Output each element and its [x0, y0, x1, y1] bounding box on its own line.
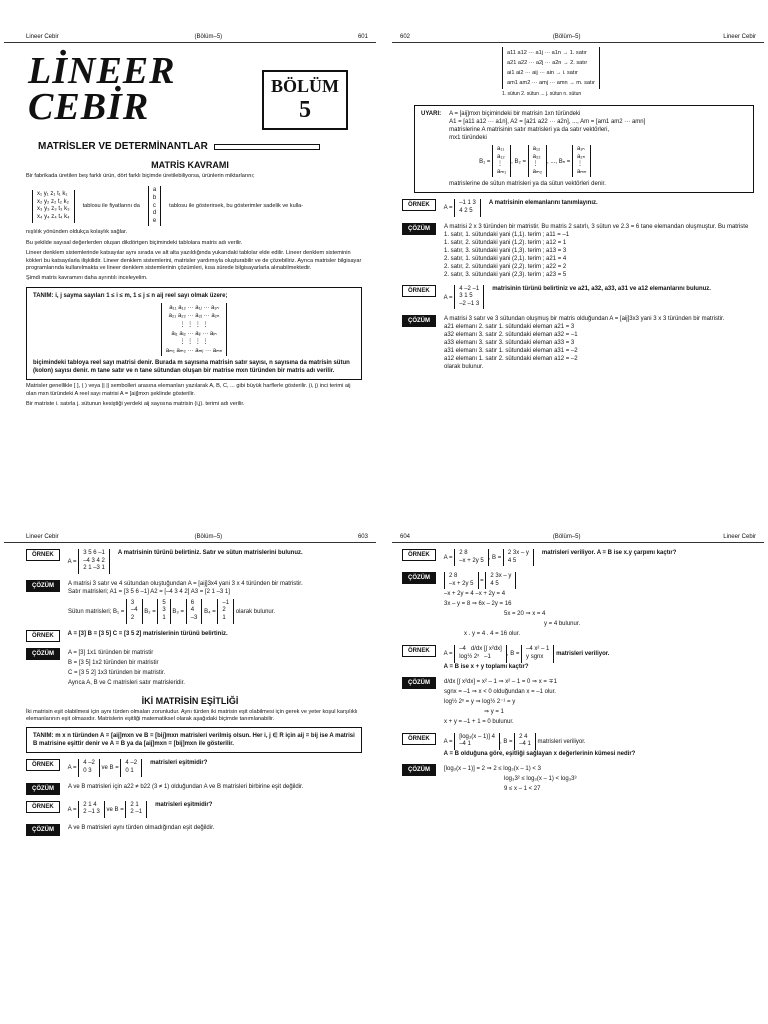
example-label: ÖRNEK: [402, 549, 436, 561]
solution-text: A matrisi 2 x 3 türünden bir matristir. Bu matris 2 satırlı, 3 sütun ve 2.3 = 6 tane elemandan oluşmuştur. Bu matriste: [444, 223, 749, 230]
example-question: matrisleri eşitmidir?: [150, 760, 208, 767]
table-text-a: tablosu ile fiyatlarını da: [82, 203, 140, 210]
solution-line: d/dx [∫ x²dx] = x² – 1 ⇒ x² – 1 = 0 ⇒ x = ∓1: [444, 678, 557, 685]
solution-label: ÇÖZÜM: [26, 824, 60, 836]
page-602: [392, 12, 764, 512]
solution-2: [402, 315, 756, 371]
page-604: [392, 512, 764, 1012]
solution-text: A ve B matrisleri aynı türden olmadığından eşit değildir.: [68, 824, 215, 831]
definition-box: TANIM: m x n türünden A = [aij]mxn ve B = [bij]mxn matrisleri verilmiş olsun. Her i, j ∈ R için aij = bij ise A matrisi B matrisine eşittir denir ve A = B ya da [aij]mxn = [bij]mxn ile gösterilir.: [26, 727, 362, 753]
solution-line: 2. satır, 3. sütundaki yani (2,3). terim ; a23 = 5: [444, 271, 567, 278]
example-1: ÖRNEK A = –1 1 3 4 2 5 A matrisinin elemanlarını tanımlayınız.: [402, 199, 756, 216]
example-question: matrisleri veriliyor.: [556, 651, 610, 658]
header-right: 601: [357, 34, 368, 40]
header-mid: (Bölüm–5): [194, 534, 223, 540]
example-2: ÖRNEK A = –4 d/dx [∫ x²dx] log½ 2ˣ –1 , B = –4 x² – 1 y sgnx matrisleri veriliyor. A = B ise x + y toplamı kaçtır?: [402, 645, 756, 670]
page-header: [392, 512, 764, 543]
solution-label: ÇÖZÜM: [402, 677, 436, 689]
example-question: matrisleri veriliyor. A = B ise x.y çarpımı kaçtır?: [541, 550, 677, 556]
warning-line: A1 = [a11 a12 ··· a1n], A2 = [a21 a22 ··· a2n], ..., Am = [am1 am2 ··· amn]: [449, 119, 646, 125]
chapter-badge: [262, 70, 348, 130]
solution-line: 2. satır, 1. sütundaki yani (2,1). terim ; a21 = 4: [444, 255, 567, 262]
header-left: 602: [400, 34, 411, 40]
solution-line: –x + 2y = 4 –x + 2y = 4: [444, 591, 506, 598]
example-question: matrisleri veriliyor.: [537, 738, 586, 745]
header-left: Lineer Cebir: [26, 534, 59, 540]
solution-line: C = [3 5 2] 1x3 türünden bir matristir.: [68, 669, 166, 676]
example-1: ÖRNEK A = 3 5 6 –1 –4 3 4 2 2 1 –3 1 A matrisinin türünü belirtiniz. Satır ve sütun matrislerini bulunuz.: [26, 549, 368, 574]
definition-head: TANIM: i, j sayma sayıları 1 ≤ i ≤ m, 1 ≤ j ≤ n aij reel sayı olmak üzere;: [33, 292, 228, 299]
example-label: ÖRNEK: [402, 285, 436, 297]
matrix-structure-diagram: [502, 47, 764, 97]
definition-box: [26, 287, 362, 381]
solution-line: a31 elemanı 3. satır 1. sütundaki eleman a31 = –2: [444, 348, 578, 355]
diagram-row: am1 am2 ··· amj ··· amn → m. satır: [507, 80, 595, 86]
example-question: matrisinin türünü belirtiniz ve a21, a32, a33, a31 ve a12 elemanlarını bulunuz.: [492, 285, 711, 292]
intro-paragraph: Bir fabrikada üretilen beş farklı ürün, dört farklı biçimde üretilebiliyorsa, ürünlerin miktarlarını;: [26, 173, 255, 179]
example-label: ÖRNEK: [402, 645, 436, 657]
header-mid: (Bölüm–5): [552, 34, 581, 40]
solution-line: 5x = 20 ⇒ x = 4: [504, 611, 546, 618]
header-left: 604: [400, 534, 411, 540]
section-heading: [38, 141, 376, 152]
solution-1: ÇÖZÜM 2 8 –x + 2y 5 = 2 3x – y 4 5 –x + 2y = 4 –x + 2y = 4 3x – y = 8 ⇒ 6x – 2y = 16 5x = 20 ⇒ x = 4 y = 4 bulunur. x . y = 4 . 4 = 16 olur.: [402, 572, 756, 639]
solution-line: x + y = –1 + 1 = 0 bulunur.: [444, 718, 514, 725]
solution-line: log₃3² ≤ log₃(x – 1) < log₃3³: [504, 775, 577, 782]
header-right: 603: [357, 534, 368, 540]
paragraph-now: Şimdi matris kavramını daha ayrıntılı inceleyelim.: [26, 275, 148, 282]
diagram-row: a21 a22 ··· a2j ··· a2n → 2. satır: [507, 60, 588, 66]
solution-label: ÇÖZÜM: [26, 580, 60, 592]
solution-3: [402, 764, 756, 794]
warning-content: [449, 110, 645, 188]
solution-2: [26, 648, 368, 688]
title-line-2: CEBİR: [28, 86, 150, 128]
solution-label: ÇÖZÜM: [402, 572, 436, 584]
general-matrix: a₁₁ a₁₂ ··· a₁ⱼ ··· a₁ₙ a₂₁ a₂₂ ··· a₂ⱼ ··· a₂ₙ ⋮ ⋮ ⋮ ⋮ aᵢ₁ aᵢ₂ ··· aᵢⱼ ··· aᵢₙ ⋮ ⋮ ⋮ ⋮ aₘ₁ aₘ₂ ··· aₘⱼ ··· aₘₙ: [33, 303, 355, 357]
solution-line: Satır matrisleri; A1 = [3 5 6 –1] A2 = [–4 3 4 2] A3 = [2 1 –3 1]: [68, 588, 230, 595]
diagram-row: a11 a12 ··· a1j ··· a1n → 1. satır: [507, 50, 587, 56]
solution-line: a21 elemanı 2. satır 1. sütundaki eleman a21 = 3: [444, 324, 575, 331]
solution-label: ÇÖZÜM: [402, 315, 436, 327]
example-question: A matrisinin elemanlarını tanımlayınız.: [488, 200, 598, 207]
warning-line: matrislerine A matrisinin satır matrisleri ya da satır vektörleri,: [449, 127, 610, 133]
chapter-badge-number: 5: [299, 97, 311, 123]
chapter-badge-label: BÖLÜM: [270, 76, 339, 96]
example-question: A matrisinin türünü belirtiniz. Satır ve sütun matrislerini bulunuz.: [117, 550, 303, 556]
page-601: [4, 12, 376, 512]
page-header: [4, 12, 376, 43]
solution-line: a12 elemanı 1. satır 2. sütundaki eleman a12 = –2: [444, 356, 578, 363]
diagram-row: ai1 ai2 ··· aij ··· ain → i. satır: [507, 70, 578, 76]
equality-paragraph: İki matrisin eşit olabilmesi için aynı türden olmaları zorunludur. Aynı türden iki matrisin eşit olabilmesi için gerek ve yeter koşul karşılıklı elemanlarının eşit olmasıdır. Matrislerin eşitliği matematiksel olarak aşağıdaki biçimde tanımlanabilir.: [26, 708, 358, 722]
solution-line: B = [3 5] 1x2 türünden bir matristir: [68, 659, 159, 666]
solution-line: sgnx = –1 ⇒ x < 0 olduğundan x = –1 olur.: [444, 688, 556, 695]
table-example: [32, 186, 368, 226]
table-text-b: tablosu ile gösterirsek, bu gösterimler sadelik ve kulla-: [169, 203, 304, 210]
solution-line: ⇒ y = 1: [484, 708, 504, 715]
solution-line: x . y = 4 . 4 = 16 olur.: [464, 631, 521, 638]
solution-line: 2. satır, 2. sütundaki yani (2,2). terim ; a22 = 2: [444, 263, 567, 270]
title-line-1: LİNEER: [28, 50, 176, 92]
solution-line: 1. satır, 3. sütundaki yani (1,3). terim ; a13 = 3: [444, 247, 567, 254]
solution-line: [log₃(x – 1)] = 2 ⇒ 2 ≤ log₃(x – 1) < 3: [444, 765, 541, 772]
diagram-columns: 1. sütun 2. sütun ... j. sütun n. sütun: [502, 91, 582, 97]
page-header: [392, 12, 764, 43]
solution-label: ÇÖZÜM: [402, 223, 436, 235]
header-right: Lineer Cebir: [723, 34, 756, 40]
warning-label: UYARI:: [421, 111, 442, 117]
example-label: ÖRNEK: [402, 733, 436, 745]
price-matrix: a b c d e: [148, 186, 161, 226]
example-label: ÖRNEK: [26, 549, 60, 561]
solution-line: 1. satır, 1. sütundaki yani (1,1). terim ; a11 = –1: [444, 231, 570, 238]
solution-line: a32 elemanı 3. satır 2. sütundaki eleman a32 = –1: [444, 332, 578, 339]
solution-line: a33 elemanı 3. satır 3. sütundaki eleman a33 = 3: [444, 340, 575, 347]
solution-text: A matrisi 3 satır ve 3 sütundan oluşmuş bir matris olduğundan A = [aij]3x3 yani 3 x 3 türünden bir matristir.: [444, 316, 725, 323]
page-header: [4, 512, 376, 543]
subheading: MATRİS KAVRAMI: [151, 160, 229, 170]
solution-label: ÇÖZÜM: [26, 648, 60, 660]
solution-line: y = 4 bulunur.: [544, 621, 581, 628]
warning-line: mx1 türündeki: [449, 135, 487, 141]
column-matrices: Sütun matrisleri; B₁ = 3 –4 2 B₂ = 5 3 1 B₃ = 6 4 –3 B₄ = –1 2 1 olarak bulunur.: [68, 599, 303, 624]
solution-label: ÇÖZÜM: [402, 764, 436, 776]
example-label: ÖRNEK: [26, 801, 60, 813]
solution-4: [26, 824, 368, 836]
example-label: ÖRNEK: [26, 630, 60, 642]
section-heading-text: MATRİSLER VE DETERMİNANTLAR: [38, 141, 208, 152]
example-question-2: A = B ise x + y toplamı kaçtır?: [443, 663, 529, 670]
header-right: Lineer Cebir: [723, 534, 756, 540]
solution-line: 1. satır, 2. sütundaki yani (1,2). terim ; a12 = 1: [444, 239, 567, 246]
warning-line: A = [aij]mxn biçimindeki bir matrisin 1xn türündeki: [449, 111, 581, 117]
example-label: ÖRNEK: [402, 199, 436, 211]
solution-3: [26, 783, 368, 795]
solution-text: A ve B matrisleri için a22 ≠ b22 (3 ≠ 1) olduğundan A ve B matrisleri birbirine eşit değildir.: [68, 783, 304, 790]
example-1: ÖRNEK A = 2 8 –x + 2y 5 , B = 2 3x – y 4 5 matrisleri veriliyor. A = B ise x.y çarpımı kaçtır?: [402, 549, 756, 566]
example-3: ÖRNEK A = [log₃(x – 1)] 4 –4 1 , B = 2 4 –4 1 matrisleri veriliyor. A = B olduğuna göre, eşitliği sağlayan x değerlerinin kümesi nedir?: [402, 733, 756, 758]
example-3: ÖRNEK A = 4 –2 0 3 ve B = 4 –2 0 1 matrisleri eşitmidir?: [26, 759, 368, 776]
definition-body: biçimindeki tabloya reel sayı matrisi denir. Burada m sayısına matrisin satır sayısı, n sayısına da matrisin sütun (kolon) sayısı denir. m tane satır ve n tane sütundan oluşan bir matrise mxn türünden bir matris adı verilir.: [33, 360, 350, 375]
paragraph-term: Bir matriste i. satırla j. sütunun kesiştiği yerdeki aij sayısına matrisin (i,j). terimi adı verilir.: [26, 401, 245, 408]
paragraph-definition: Bu şekilde sayısal değerlerden oluşan dikdörtgen biçimindeki tablolara matris adı verilir.: [26, 239, 243, 246]
solution-2: [402, 677, 756, 727]
example-2: [26, 630, 368, 642]
quantity-matrix: x₁ y₁ z₁ t₁ k₁ x₂ y₂ z₂ t₂ k₂ x₃ y₃ z₃ t₃ k₃ x₄ y₄ z₄ t₄ k₄: [32, 190, 75, 222]
warning-box: [414, 105, 754, 193]
example-4: ÖRNEK A = 2 1 4 2 –1 3 ve B = 2 1 2 –1 matrisleri eşitmidir?: [26, 801, 368, 818]
example-label: ÖRNEK: [26, 759, 60, 771]
example-question: matrisleri eşitmidir?: [155, 801, 213, 808]
paragraph-notation: Matrisler genellikle [ ], ( ) veya || || sembolleri arasına elemanları yazılarak A, B, C, ... gibi büyük harflerle gösterilir. (i, j) inci terimi aij olan mxn türündeki A reel sayı matrisi A = [aij]mxn şeklinde gösterilir.: [26, 383, 351, 397]
warning-line: matrislerine de sütun matrisleri ya da sütun vektörleri denir.: [449, 181, 606, 188]
subheading: İKİ MATRİSİN EŞİTLİĞİ: [141, 695, 239, 706]
solution-line: Ayrıca A, B ve C matrisleri satır matrisleridir.: [68, 679, 185, 686]
example-question: A = [3] B = [3 5] C = [3 5 2] matrislerinin türünü belirtiniz.: [67, 630, 228, 637]
solution-line: 9 ≤ x – 1 < 27: [504, 785, 541, 792]
solution-label: ÇÖZÜM: [26, 783, 60, 795]
solution-line: olarak bulunur.: [444, 364, 484, 371]
page-603: [4, 512, 376, 1012]
solution-1: [402, 223, 756, 279]
header-mid: (Bölüm–5): [552, 534, 581, 540]
solution-line: log½ 2ˣ = y ⇒ log½ 2⁻¹ = y: [444, 698, 516, 705]
solution-line: 3x – y = 8 ⇒ 6x – 2y = 16: [444, 601, 512, 608]
solution-1: [26, 580, 368, 624]
example-question-2: A = B olduğuna göre, eşitliği sağlayan x değerlerinin kümesi nedir?: [443, 750, 636, 757]
header-left: Lineer Cebir: [26, 34, 59, 40]
solution-line: A = [3] 1x1 türünden bir matristir: [68, 649, 154, 656]
header-mid: (Bölüm–5): [194, 34, 223, 40]
heading-bar: [214, 144, 320, 150]
paragraph-linear: Lineer denklem sistemlerinde katsayılar aynı sırada ve alt alta yazıldığında yukarıdaki tablolar elde edilir. Lineer denklem sisteminin kökleri bu katsayılarla ilişkilidir. Lineer denklem sistemlerini, matrisler yardımıyla oluşturabilir ve de çözebiliriz. Ayrıca matrisler bilgisayar programlarında kullanılmakta ve lineer denklem sistemlerinin çözümleri, kısa sürede bilgisayarlarla alınabilmektedir.: [26, 250, 362, 271]
column-vectors: B₁ = a₁₁ a₁₂ ⋮ aₘ₁, B₂ = a₁₂ a₂₂ ⋮ aₘ₂, ..., Bₙ = a₁ₙ a₂ₙ ⋮ aₘₙ: [479, 145, 645, 177]
solution-text: A matrisi 3 satır ve 4 sütundan oluştuğundan A = [aij]3x4 yani 3 x 4 türünden bir matristir.: [68, 580, 303, 587]
paragraph-continue: nışlılık yönünden oldukça kolaylık sağlar.: [26, 229, 128, 236]
column-matrices-end: olarak bulunur.: [235, 608, 276, 615]
column-matrices-label: Sütun matrisleri;: [68, 608, 112, 615]
example-2: ÖRNEK A = 4 –2 –1 3 1 5 –2 –1 3 matrisinin türünü belirtiniz ve a21, a32, a33, a31 ve a12 elemanlarını bulunuz.: [402, 285, 756, 310]
